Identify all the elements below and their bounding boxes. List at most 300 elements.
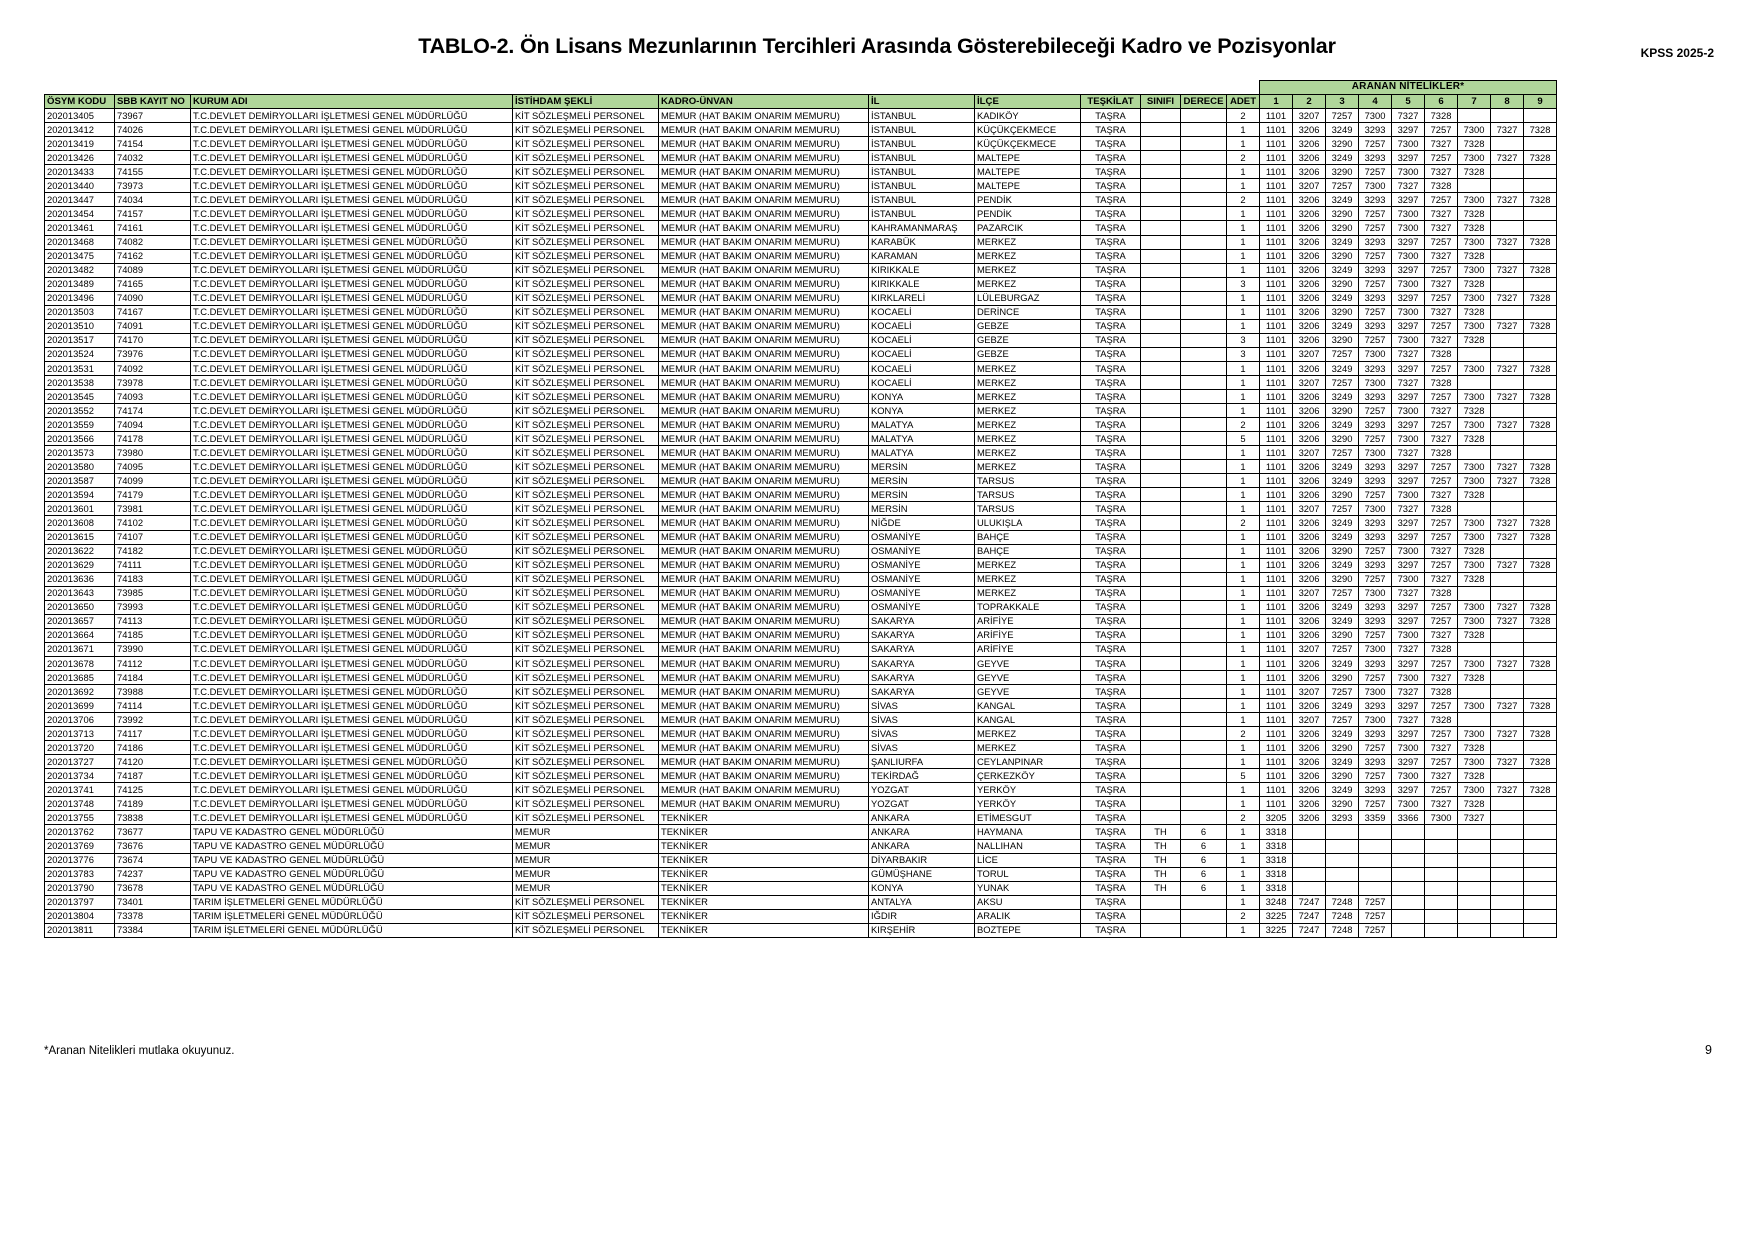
cell-nitelik-7 (1458, 839, 1491, 853)
cell-sinifi (1141, 347, 1181, 361)
cell-osym-kodu: 202013475 (45, 249, 115, 263)
cell-sinifi (1141, 895, 1181, 909)
cell-nitelik-6: 7257 (1425, 235, 1458, 249)
cell-nitelik-6 (1425, 839, 1458, 853)
cell-adet: 1 (1227, 502, 1260, 516)
cell-derece (1181, 179, 1227, 193)
cell-nitelik-3: 7257 (1326, 347, 1359, 361)
cell-istihdam-sekli: KİT SÖZLEŞMELİ PERSONEL (513, 432, 659, 446)
cell-ilce: PENDİK (975, 193, 1081, 207)
cell-sinifi (1141, 502, 1181, 516)
cell-nitelik-2: 3207 (1293, 685, 1326, 699)
cell-nitelik-4 (1359, 825, 1392, 839)
header-teskilat: TEŞKİLAT (1081, 95, 1141, 109)
cell-nitelik-4: 7257 (1359, 488, 1392, 502)
cell-teskilat: TAŞRA (1081, 727, 1141, 741)
cell-osym-kodu: 202013706 (45, 713, 115, 727)
cell-nitelik-7 (1458, 179, 1491, 193)
cell-teskilat: TAŞRA (1081, 347, 1141, 361)
cell-adet: 3 (1227, 333, 1260, 347)
cell-sinifi (1141, 460, 1181, 474)
cell-adet: 1 (1227, 755, 1260, 769)
cell-istihdam-sekli: KİT SÖZLEŞMELİ PERSONEL (513, 670, 659, 684)
positions-table (44, 80, 1557, 938)
cell-nitelik-2: 3206 (1293, 474, 1326, 488)
table-row (45, 474, 1557, 488)
cell-nitelik-3: 7257 (1326, 109, 1359, 123)
cell-nitelik-1: 1101 (1260, 418, 1293, 432)
cell-nitelik-3: 3290 (1326, 572, 1359, 586)
cell-nitelik-1: 1101 (1260, 375, 1293, 389)
cell-nitelik-5: 3297 (1392, 656, 1425, 670)
cell-sbb-kayit-no: 74187 (115, 769, 191, 783)
cell-nitelik-9 (1524, 404, 1557, 418)
cell-sinifi (1141, 670, 1181, 684)
cell-kurum-adi: T.C.DEVLET DEMİRYOLLARI İŞLETMESİ GENEL MÜDÜRLÜĞÜ (191, 347, 513, 361)
cell-nitelik-4: 3293 (1359, 418, 1392, 432)
table-row (45, 516, 1557, 530)
cell-il: GÜMÜŞHANE (869, 867, 975, 881)
cell-nitelik-9 (1524, 333, 1557, 347)
cell-nitelik-3: 7257 (1326, 179, 1359, 193)
cell-teskilat: TAŞRA (1081, 811, 1141, 825)
cell-nitelik-6: 7257 (1425, 151, 1458, 165)
cell-nitelik-3: 3290 (1326, 207, 1359, 221)
cell-nitelik-3: 3290 (1326, 305, 1359, 319)
cell-sinifi (1141, 572, 1181, 586)
cell-nitelik-2: 3206 (1293, 221, 1326, 235)
cell-nitelik-3: 3249 (1326, 460, 1359, 474)
cell-nitelik-7: 7300 (1458, 263, 1491, 277)
cell-ilce: HAYMANA (975, 825, 1081, 839)
cell-il: KOCAELİ (869, 305, 975, 319)
cell-istihdam-sekli: KİT SÖZLEŞMELİ PERSONEL (513, 741, 659, 755)
cell-osym-kodu: 202013790 (45, 881, 115, 895)
cell-kadro-unvan: MEMUR (HAT BAKIM ONARIM MEMURU) (659, 277, 869, 291)
cell-nitelik-4: 3293 (1359, 614, 1392, 628)
cell-istihdam-sekli: KİT SÖZLEŞMELİ PERSONEL (513, 109, 659, 123)
cell-sbb-kayit-no: 74161 (115, 221, 191, 235)
header-sinifi: SINIFI (1141, 95, 1181, 109)
cell-nitelik-3: 3249 (1326, 390, 1359, 404)
cell-sbb-kayit-no: 74091 (115, 319, 191, 333)
cell-osym-kodu: 202013636 (45, 572, 115, 586)
cell-nitelik-5: 3297 (1392, 235, 1425, 249)
cell-sinifi (1141, 291, 1181, 305)
cell-kadro-unvan: MEMUR (HAT BAKIM ONARIM MEMURU) (659, 502, 869, 516)
cell-nitelik-5: 3297 (1392, 600, 1425, 614)
cell-ilce: MERKEZ (975, 249, 1081, 263)
table-row (45, 109, 1557, 123)
cell-kurum-adi: TARIM İŞLETMELERİ GENEL MÜDÜRLÜĞÜ (191, 923, 513, 937)
cell-istihdam-sekli: KİT SÖZLEŞMELİ PERSONEL (513, 769, 659, 783)
cell-kadro-unvan: MEMUR (HAT BAKIM ONARIM MEMURU) (659, 488, 869, 502)
header-nitelik-5: 5 (1392, 95, 1425, 109)
cell-nitelik-2: 3206 (1293, 558, 1326, 572)
cell-il: YOZGAT (869, 797, 975, 811)
cell-adet: 1 (1227, 460, 1260, 474)
cell-osym-kodu: 202013447 (45, 193, 115, 207)
cell-sinifi (1141, 558, 1181, 572)
cell-nitelik-4: 7300 (1359, 685, 1392, 699)
cell-sinifi (1141, 305, 1181, 319)
cell-nitelik-6: 7257 (1425, 558, 1458, 572)
cell-teskilat: TAŞRA (1081, 614, 1141, 628)
cell-nitelik-9 (1524, 923, 1557, 937)
cell-nitelik-9: 7328 (1524, 193, 1557, 207)
cell-sbb-kayit-no: 74120 (115, 755, 191, 769)
header-nitelik-4: 4 (1359, 95, 1392, 109)
cell-kadro-unvan: MEMUR (HAT BAKIM ONARIM MEMURU) (659, 432, 869, 446)
page-title: TABLO-2. Ön Lisans Mezunlarının Tercihleri Arasında Gösterebileceği Kadro ve Pozisyonlar (418, 34, 1336, 58)
cell-ilce: KADIKÖY (975, 109, 1081, 123)
cell-derece (1181, 628, 1227, 642)
cell-nitelik-9: 7328 (1524, 361, 1557, 375)
cell-derece (1181, 797, 1227, 811)
cell-kadro-unvan: TEKNİKER (659, 895, 869, 909)
cell-nitelik-1: 3318 (1260, 839, 1293, 853)
cell-teskilat: TAŞRA (1081, 783, 1141, 797)
cell-kadro-unvan: TEKNİKER (659, 909, 869, 923)
cell-il: İSTANBUL (869, 179, 975, 193)
cell-istihdam-sekli: KİT SÖZLEŞMELİ PERSONEL (513, 165, 659, 179)
cell-nitelik-3: 3249 (1326, 516, 1359, 530)
cell-nitelik-6: 7328 (1425, 375, 1458, 389)
cell-nitelik-8: 7327 (1491, 460, 1524, 474)
cell-nitelik-6: 7328 (1425, 446, 1458, 460)
cell-adet: 1 (1227, 656, 1260, 670)
cell-nitelik-4: 7257 (1359, 895, 1392, 909)
cell-ilce: MALTEPE (975, 165, 1081, 179)
cell-nitelik-7: 7328 (1458, 769, 1491, 783)
cell-osym-kodu: 202013559 (45, 418, 115, 432)
cell-kurum-adi: TAPU VE KADASTRO GENEL MÜDÜRLÜĞÜ (191, 839, 513, 853)
cell-nitelik-5 (1392, 839, 1425, 853)
cell-nitelik-4: 3293 (1359, 783, 1392, 797)
cell-sinifi (1141, 333, 1181, 347)
cell-nitelik-7: 7300 (1458, 460, 1491, 474)
cell-sbb-kayit-no: 74186 (115, 741, 191, 755)
cell-istihdam-sekli: KİT SÖZLEŞMELİ PERSONEL (513, 347, 659, 361)
cell-nitelik-1: 1101 (1260, 347, 1293, 361)
cell-nitelik-6: 7257 (1425, 390, 1458, 404)
cell-nitelik-5: 3297 (1392, 151, 1425, 165)
cell-sinifi (1141, 685, 1181, 699)
cell-adet: 1 (1227, 474, 1260, 488)
cell-istihdam-sekli: KİT SÖZLEŞMELİ PERSONEL (513, 207, 659, 221)
cell-kurum-adi: T.C.DEVLET DEMİRYOLLARI İŞLETMESİ GENEL MÜDÜRLÜĞÜ (191, 151, 513, 165)
cell-teskilat: TAŞRA (1081, 165, 1141, 179)
table-row (45, 193, 1557, 207)
cell-derece (1181, 895, 1227, 909)
cell-nitelik-9 (1524, 179, 1557, 193)
cell-nitelik-7 (1458, 923, 1491, 937)
cell-nitelik-7 (1458, 685, 1491, 699)
cell-adet: 2 (1227, 151, 1260, 165)
cell-nitelik-6: 7328 (1425, 713, 1458, 727)
cell-nitelik-8 (1491, 544, 1524, 558)
cell-nitelik-9 (1524, 432, 1557, 446)
cell-il: SAKARYA (869, 642, 975, 656)
cell-derece (1181, 305, 1227, 319)
cell-nitelik-7: 7328 (1458, 432, 1491, 446)
cell-osym-kodu: 202013720 (45, 741, 115, 755)
cell-nitelik-9: 7328 (1524, 123, 1557, 137)
cell-kurum-adi: T.C.DEVLET DEMİRYOLLARI İŞLETMESİ GENEL MÜDÜRLÜĞÜ (191, 572, 513, 586)
cell-nitelik-2: 3206 (1293, 390, 1326, 404)
cell-il: İSTANBUL (869, 165, 975, 179)
cell-il: SAKARYA (869, 685, 975, 699)
cell-teskilat: TAŞRA (1081, 628, 1141, 642)
cell-nitelik-2: 3206 (1293, 432, 1326, 446)
cell-nitelik-3: 3249 (1326, 755, 1359, 769)
table-row (45, 755, 1557, 769)
cell-osym-kodu: 202013622 (45, 544, 115, 558)
cell-nitelik-8 (1491, 797, 1524, 811)
cell-istihdam-sekli: MEMUR (513, 839, 659, 853)
cell-kadro-unvan: MEMUR (HAT BAKIM ONARIM MEMURU) (659, 755, 869, 769)
table-row (45, 558, 1557, 572)
cell-osym-kodu: 202013545 (45, 390, 115, 404)
cell-nitelik-6: 7327 (1425, 207, 1458, 221)
cell-nitelik-7: 7300 (1458, 516, 1491, 530)
cell-nitelik-5: 7300 (1392, 207, 1425, 221)
cell-nitelik-4: 7257 (1359, 909, 1392, 923)
cell-nitelik-7: 7328 (1458, 488, 1491, 502)
table-row (45, 586, 1557, 600)
cell-nitelik-4: 3293 (1359, 474, 1392, 488)
cell-il: OSMANİYE (869, 558, 975, 572)
cell-kadro-unvan: TEKNİKER (659, 881, 869, 895)
cell-il: SAKARYA (869, 614, 975, 628)
cell-nitelik-8 (1491, 375, 1524, 389)
cell-istihdam-sekli: KİT SÖZLEŞMELİ PERSONEL (513, 221, 659, 235)
cell-nitelik-5: 3297 (1392, 123, 1425, 137)
cell-il: KIRŞEHİR (869, 923, 975, 937)
cell-nitelik-5: 3297 (1392, 558, 1425, 572)
cell-nitelik-9 (1524, 277, 1557, 291)
cell-il: DİYARBAKIR (869, 853, 975, 867)
cell-nitelik-9: 7328 (1524, 699, 1557, 713)
cell-kurum-adi: T.C.DEVLET DEMİRYOLLARI İŞLETMESİ GENEL MÜDÜRLÜĞÜ (191, 404, 513, 418)
cell-nitelik-5: 7300 (1392, 544, 1425, 558)
cell-sbb-kayit-no: 74099 (115, 474, 191, 488)
cell-nitelik-6: 7257 (1425, 656, 1458, 670)
cell-nitelik-9: 7328 (1524, 291, 1557, 305)
cell-adet: 5 (1227, 432, 1260, 446)
cell-osym-kodu: 202013496 (45, 291, 115, 305)
cell-il: MALATYA (869, 432, 975, 446)
cell-istihdam-sekli: MEMUR (513, 881, 659, 895)
cell-adet: 1 (1227, 923, 1260, 937)
cell-kurum-adi: T.C.DEVLET DEMİRYOLLARI İŞLETMESİ GENEL MÜDÜRLÜĞÜ (191, 474, 513, 488)
cell-nitelik-3: 3249 (1326, 263, 1359, 277)
cell-istihdam-sekli: KİT SÖZLEŞMELİ PERSONEL (513, 628, 659, 642)
cell-il: KARAMAN (869, 249, 975, 263)
cell-kurum-adi: T.C.DEVLET DEMİRYOLLARI İŞLETMESİ GENEL MÜDÜRLÜĞÜ (191, 685, 513, 699)
cell-nitelik-4: 7257 (1359, 137, 1392, 151)
cell-istihdam-sekli: KİT SÖZLEŞMELİ PERSONEL (513, 361, 659, 375)
cell-nitelik-3: 3290 (1326, 769, 1359, 783)
cell-nitelik-2: 3206 (1293, 769, 1326, 783)
cell-nitelik-9 (1524, 628, 1557, 642)
cell-kurum-adi: T.C.DEVLET DEMİRYOLLARI İŞLETMESİ GENEL MÜDÜRLÜĞÜ (191, 502, 513, 516)
cell-teskilat: TAŞRA (1081, 123, 1141, 137)
cell-adet: 1 (1227, 867, 1260, 881)
cell-nitelik-5: 3297 (1392, 614, 1425, 628)
cell-ilce: GEYVE (975, 670, 1081, 684)
cell-adet: 1 (1227, 895, 1260, 909)
cell-nitelik-9 (1524, 642, 1557, 656)
cell-derece (1181, 137, 1227, 151)
cell-nitelik-2: 3206 (1293, 516, 1326, 530)
cell-nitelik-6: 7327 (1425, 277, 1458, 291)
cell-ilce: YERKÖY (975, 783, 1081, 797)
cell-nitelik-6: 7327 (1425, 628, 1458, 642)
cell-nitelik-1: 3248 (1260, 895, 1293, 909)
header-nitelik-7: 7 (1458, 95, 1491, 109)
cell-il: YOZGAT (869, 783, 975, 797)
cell-derece (1181, 361, 1227, 375)
cell-kadro-unvan: TEKNİKER (659, 923, 869, 937)
cell-ilce: MERKEZ (975, 558, 1081, 572)
cell-nitelik-5 (1392, 909, 1425, 923)
cell-nitelik-4: 7257 (1359, 165, 1392, 179)
header-kurum-adi: KURUM ADI (191, 95, 513, 109)
cell-ilce: MALTEPE (975, 179, 1081, 193)
cell-istihdam-sekli: KİT SÖZLEŞMELİ PERSONEL (513, 544, 659, 558)
cell-nitelik-4: 3293 (1359, 361, 1392, 375)
cell-istihdam-sekli: KİT SÖZLEŞMELİ PERSONEL (513, 488, 659, 502)
cell-sbb-kayit-no: 74114 (115, 699, 191, 713)
cell-nitelik-5: 3297 (1392, 755, 1425, 769)
cell-istihdam-sekli: KİT SÖZLEŞMELİ PERSONEL (513, 811, 659, 825)
cell-nitelik-1: 3318 (1260, 881, 1293, 895)
cell-il: İSTANBUL (869, 109, 975, 123)
cell-nitelik-8: 7327 (1491, 783, 1524, 797)
cell-istihdam-sekli: KİT SÖZLEŞMELİ PERSONEL (513, 797, 659, 811)
cell-il: ANKARA (869, 825, 975, 839)
cell-nitelik-8: 7327 (1491, 263, 1524, 277)
cell-adet: 3 (1227, 347, 1260, 361)
cell-sinifi (1141, 193, 1181, 207)
cell-nitelik-5: 7300 (1392, 333, 1425, 347)
cell-sinifi (1141, 544, 1181, 558)
cell-nitelik-2: 3206 (1293, 319, 1326, 333)
cell-kadro-unvan: MEMUR (HAT BAKIM ONARIM MEMURU) (659, 670, 869, 684)
cell-nitelik-5: 3297 (1392, 474, 1425, 488)
cell-osym-kodu: 202013699 (45, 699, 115, 713)
cell-ilce: MERKEZ (975, 263, 1081, 277)
header-nitelik-1: 1 (1260, 95, 1293, 109)
cell-nitelik-9 (1524, 109, 1557, 123)
cell-nitelik-5: 3297 (1392, 418, 1425, 432)
cell-nitelik-2 (1293, 867, 1326, 881)
cell-sinifi (1141, 165, 1181, 179)
table-head (45, 81, 1557, 109)
cell-osym-kodu: 202013748 (45, 797, 115, 811)
cell-nitelik-8: 7327 (1491, 614, 1524, 628)
cell-kurum-adi: TAPU VE KADASTRO GENEL MÜDÜRLÜĞÜ (191, 867, 513, 881)
cell-nitelik-8 (1491, 811, 1524, 825)
cell-osym-kodu: 202013650 (45, 600, 115, 614)
cell-kadro-unvan: MEMUR (HAT BAKIM ONARIM MEMURU) (659, 628, 869, 642)
cell-osym-kodu: 202013769 (45, 839, 115, 853)
cell-nitelik-1: 3318 (1260, 853, 1293, 867)
cell-il: MERSİN (869, 502, 975, 516)
cell-sinifi (1141, 628, 1181, 642)
cell-ilce: MERKEZ (975, 727, 1081, 741)
cell-ilce: TOPRAKKALE (975, 600, 1081, 614)
cell-nitelik-1: 1101 (1260, 783, 1293, 797)
cell-nitelik-1: 1101 (1260, 670, 1293, 684)
cell-nitelik-1: 3318 (1260, 825, 1293, 839)
cell-derece (1181, 418, 1227, 432)
cell-osym-kodu: 202013412 (45, 123, 115, 137)
cell-kurum-adi: T.C.DEVLET DEMİRYOLLARI İŞLETMESİ GENEL MÜDÜRLÜĞÜ (191, 558, 513, 572)
cell-nitelik-8 (1491, 305, 1524, 319)
cell-nitelik-6: 7257 (1425, 418, 1458, 432)
cell-nitelik-3: 3249 (1326, 614, 1359, 628)
cell-derece (1181, 488, 1227, 502)
cell-adet: 1 (1227, 614, 1260, 628)
cell-nitelik-9 (1524, 685, 1557, 699)
cell-istihdam-sekli: KİT SÖZLEŞMELİ PERSONEL (513, 474, 659, 488)
cell-derece (1181, 713, 1227, 727)
cell-nitelik-9: 7328 (1524, 600, 1557, 614)
table-row (45, 727, 1557, 741)
cell-sbb-kayit-no: 73990 (115, 642, 191, 656)
cell-nitelik-3: 3249 (1326, 558, 1359, 572)
cell-nitelik-7 (1458, 502, 1491, 516)
cell-nitelik-5: 7300 (1392, 628, 1425, 642)
cell-derece (1181, 221, 1227, 235)
cell-il: ANKARA (869, 839, 975, 853)
cell-il: KOCAELİ (869, 347, 975, 361)
cell-istihdam-sekli: KİT SÖZLEŞMELİ PERSONEL (513, 123, 659, 137)
cell-teskilat: TAŞRA (1081, 474, 1141, 488)
cell-sinifi (1141, 741, 1181, 755)
cell-ilce: MERKEZ (975, 418, 1081, 432)
cell-nitelik-7 (1458, 347, 1491, 361)
cell-nitelik-7 (1458, 586, 1491, 600)
cell-nitelik-8 (1491, 895, 1524, 909)
cell-nitelik-9: 7328 (1524, 460, 1557, 474)
cell-kurum-adi: T.C.DEVLET DEMİRYOLLARI İŞLETMESİ GENEL MÜDÜRLÜĞÜ (191, 207, 513, 221)
cell-kadro-unvan: MEMUR (HAT BAKIM ONARIM MEMURU) (659, 530, 869, 544)
cell-nitelik-5: 7327 (1392, 179, 1425, 193)
cell-nitelik-1: 1101 (1260, 460, 1293, 474)
cell-istihdam-sekli: KİT SÖZLEŞMELİ PERSONEL (513, 446, 659, 460)
cell-sinifi: TH (1141, 853, 1181, 867)
table-row (45, 699, 1557, 713)
cell-nitelik-7 (1458, 825, 1491, 839)
cell-istihdam-sekli: MEMUR (513, 853, 659, 867)
cell-sbb-kayit-no: 74179 (115, 488, 191, 502)
cell-kurum-adi: T.C.DEVLET DEMİRYOLLARI İŞLETMESİ GENEL MÜDÜRLÜĞÜ (191, 741, 513, 755)
table-row (45, 741, 1557, 755)
cell-osym-kodu: 202013426 (45, 151, 115, 165)
cell-nitelik-5: 7300 (1392, 305, 1425, 319)
cell-osym-kodu: 202013601 (45, 502, 115, 516)
cell-kurum-adi: T.C.DEVLET DEMİRYOLLARI İŞLETMESİ GENEL MÜDÜRLÜĞÜ (191, 390, 513, 404)
cell-nitelik-9 (1524, 670, 1557, 684)
cell-sbb-kayit-no: 73838 (115, 811, 191, 825)
cell-nitelik-7 (1458, 881, 1491, 895)
cell-il: KARABÜK (869, 235, 975, 249)
cell-sinifi (1141, 516, 1181, 530)
cell-sinifi (1141, 221, 1181, 235)
